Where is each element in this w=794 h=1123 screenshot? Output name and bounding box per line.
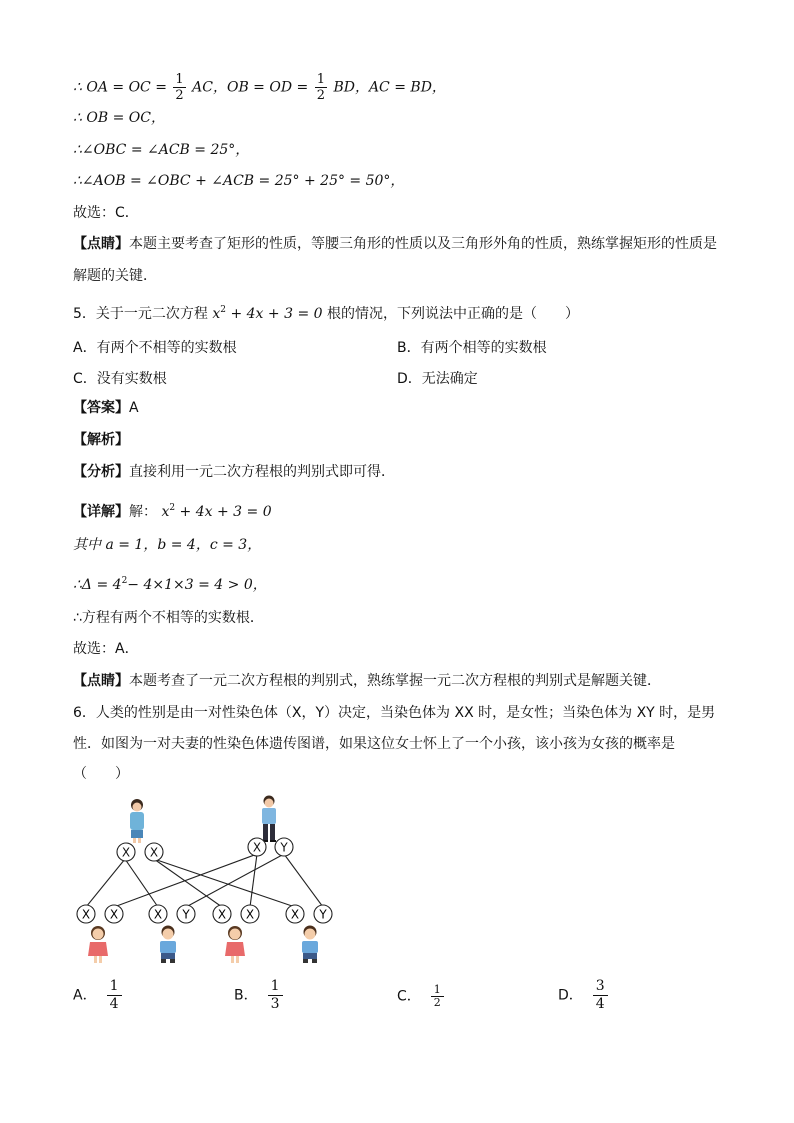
analysis-heading: 【解析】 [73,432,129,448]
proof-line-4: ∴∠AOB = ∠OBC + ∠ACB = 25° + 25° = 50°， [73,173,405,189]
q6-option-b: B． $\frac{1}{3}$ [234,978,283,1013]
q6-option-c: C． $\frac{1}{2}$ [397,984,444,1009]
remark-line-1: 【点睛】本题主要考查了矩形的性质，等腰三角形的性质以及三角形外角的性质，熟练掌握矩形的性质是 [73,236,717,252]
proof-line-3: ∴∠OBC = ∠ACB = 25°， [73,142,250,158]
fraction-one-half: $\frac{1}{2}$ [316,72,325,103]
analysis-line: 【分析】直接利用一元二次方程根的判别式即可得． [73,464,395,480]
children-chromosomes [77,905,332,923]
detail-line: 【详解】解： $x^2 + 4x + 3 = 0$ [73,503,272,520]
q6-option-d: D． $\frac{3}{4}$ [558,978,608,1013]
chromosome-label: X [217,907,227,922]
q5-option-d: D．无法确定 [397,371,478,387]
boy-figure [302,926,318,964]
proof-choose: 故选：C． [73,205,139,221]
remark-line-q5: 【点睛】本题考查了一元二次方程根的判别式，熟练掌握一元二次方程根的判别式是解题关键． [73,673,661,689]
father-figure [262,796,276,843]
chromosome-label: X [109,907,119,922]
chromosome-label: X [81,907,91,922]
chromosome-label: Y [182,907,190,922]
inheritance-lines [86,854,323,907]
boy-figure [160,926,176,964]
chromosome-label: Y [319,907,327,922]
chromosome-label: Y [280,840,288,855]
chromosome-label: X [252,840,262,855]
chromosome-label: X [149,845,159,860]
question-6-line-3: （ ） [73,766,129,782]
q5-option-b: B．有两个相等的实数根 [397,340,547,356]
answer-line: 【答案】A [73,400,139,416]
remark-line-2: 解题的关键． [73,268,157,284]
discriminant-line: ∴Δ = $4^2- 4\times 1\times 3 = 4 > 0$， [73,576,267,593]
proof-line-1: ∴ OA = OC = $\frac{1}{2}$ AC，OB = OD = $\frac{1}{2}$ BD，AC = BD， [73,72,446,103]
q5-option-a: A．有两个不相等的实数根 [73,340,237,356]
conclusion-line: ∴方程有两个不相等的实数根． [73,610,264,626]
question-5: 5．关于一元二次方程 $x^2 + 4x + 3 = 0$ 根的情况，下列说法中正确的是（ ） [73,305,579,322]
mother-chromosomes [117,843,163,861]
choose-line: 故选：A． [73,641,139,657]
q6-option-a: A． $\frac{1}{4}$ [73,978,122,1013]
chromosome-label: X [121,845,131,860]
fraction-one-half: $\frac{1}{2}$ [175,72,184,103]
proof-line-2: ∴ OB = OC， [73,110,165,126]
girl-figure [225,926,245,963]
chromosome-label: X [290,907,300,922]
question-6-line-1: 6．人类的性别是由一对性染色体（X，Y）决定，当染色体为 XX 时，是女性；当染色体为 XY 时，是男 [73,705,716,721]
q5-option-c: C．没有实数根 [73,371,167,387]
coefficients-line: 其中 a = 1，b = 4，c = 3， [73,537,262,553]
inheritance-diagram [70,792,350,970]
girl-figure [88,926,108,963]
chromosome-label: X [245,907,255,922]
chromosome-label: X [153,907,163,922]
question-6-line-2: 性．如图为一对夫妻的性染色体遗传图谱，如果这位女士怀上了一个小孩，该小孩为女孩的概率是 [73,736,675,752]
mother-figure [130,799,144,843]
